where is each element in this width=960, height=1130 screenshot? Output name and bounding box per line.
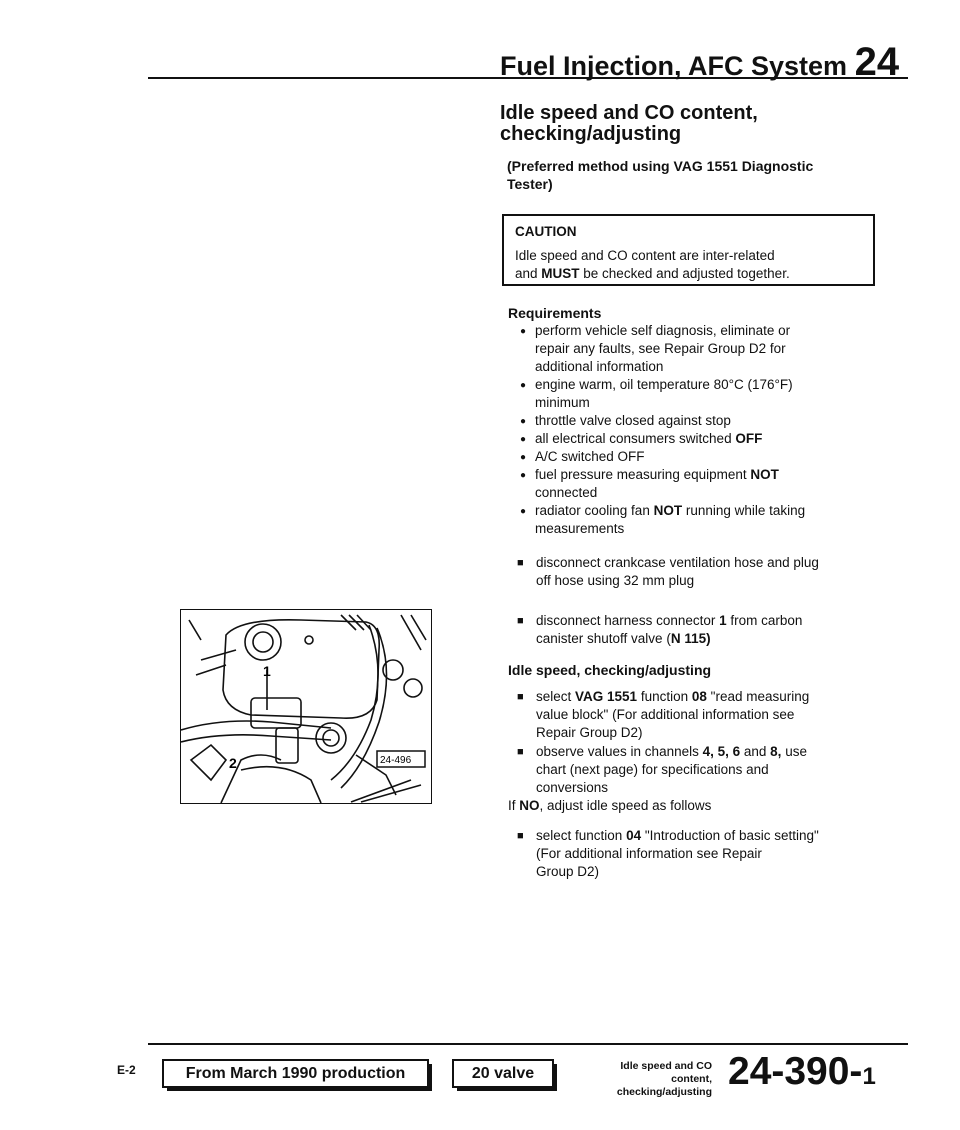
step-harness xyxy=(517,612,916,648)
observe-ch8: 8, xyxy=(770,744,782,759)
header-title-text: Fuel Injection, AFC System xyxy=(500,51,848,81)
page-number-sub: 1 xyxy=(862,1063,876,1090)
req-7-post: running while taking xyxy=(682,503,806,518)
step-crankcase xyxy=(517,554,916,590)
basic-fn: 04 xyxy=(626,828,642,843)
footer-rule xyxy=(148,1043,908,1045)
select-fn: 08 xyxy=(691,689,707,704)
req-7-line2: measurements xyxy=(535,521,625,536)
req-6-text: fuel pressure measuring equipment xyxy=(535,467,751,482)
req-4-bold: OFF xyxy=(735,431,763,446)
req-2-line2: minimum xyxy=(535,395,590,410)
list-item xyxy=(520,412,890,430)
req-6-bold: NOT xyxy=(750,467,779,482)
if-pre: If xyxy=(508,798,520,813)
step-basic-setting xyxy=(517,827,916,881)
req-7-bold: NOT xyxy=(653,503,683,518)
header-group-number: 24 xyxy=(854,40,900,84)
select-post: "read measuring xyxy=(706,689,810,704)
select-bold: VAG 1551 xyxy=(575,689,638,704)
section-title-line2: checking/adjusting xyxy=(500,123,682,145)
footer-production-box xyxy=(162,1059,429,1088)
footer-desc-line1: Idle speed and CO content, xyxy=(620,1060,712,1085)
req-7-text: radiator cooling fan xyxy=(535,503,654,518)
if-post: , adjust idle speed as follows xyxy=(539,798,712,813)
req-5-line1: ● A/C switched OFF xyxy=(535,449,645,464)
list-item xyxy=(520,502,890,538)
select-mid: function xyxy=(637,689,692,704)
observe-pre: observe values in channels xyxy=(536,744,703,759)
step-crankcase-line2: off hose using 32 mm plug xyxy=(536,573,695,588)
section-title xyxy=(500,103,758,145)
select-line1 xyxy=(536,688,916,706)
observe-line2: chart (next page) for specifications and xyxy=(536,762,769,777)
basic-post: "Introduction of basic setting" xyxy=(641,828,819,843)
requirements-list xyxy=(520,322,890,538)
step-observe xyxy=(517,743,916,797)
preferred-line2: Tester) xyxy=(507,176,553,192)
observe-line1 xyxy=(536,743,916,761)
req-4-text: all electrical consumers switched xyxy=(535,431,736,446)
observe-and: and xyxy=(740,744,771,759)
if-no-line xyxy=(508,797,711,815)
step-harness-line2 xyxy=(536,630,916,648)
callout-2: 2 xyxy=(229,755,237,771)
footer-description xyxy=(582,1060,712,1099)
harness-pre: disconnect harness connector xyxy=(536,613,720,628)
harness-post: from carbon xyxy=(726,613,803,628)
caution-line2 xyxy=(515,265,862,283)
engine-drawing xyxy=(181,610,431,803)
req-6-line1 xyxy=(535,466,890,484)
req-1-line1: ● perform vehicle self diagnosis, eliminate or xyxy=(535,323,791,338)
callout-1: 1 xyxy=(263,663,271,679)
observe-channels: 4, 5, 6 xyxy=(702,744,741,759)
req-1-line3: additional information xyxy=(535,359,664,374)
step-select-vag xyxy=(517,688,916,742)
list-item xyxy=(520,448,890,466)
preferred-line1: (Preferred method using VAG 1551 Diagnostic xyxy=(507,158,814,174)
list-item xyxy=(520,322,890,376)
req-7-line1 xyxy=(535,502,890,520)
preferred-method-note xyxy=(507,157,877,193)
idle-speed-heading: Idle speed, checking/adjusting xyxy=(508,662,712,678)
header-rule xyxy=(148,77,908,79)
basic-pre: select function xyxy=(536,828,627,843)
caution-line2-pre: and xyxy=(515,266,542,281)
page-number-main: 24-390- xyxy=(728,1050,863,1093)
caution-line2-post: be checked and adjusted together. xyxy=(579,266,790,281)
footer-edition: E-2 xyxy=(117,1063,136,1077)
req-1-line2: repair any faults, see Repair Group D2 for xyxy=(535,341,786,356)
harness-line2-bold: N 115) xyxy=(670,631,711,646)
list-item xyxy=(520,466,890,502)
footer-valve-text: 20 valve xyxy=(471,1065,535,1082)
req-4-line1 xyxy=(535,430,890,448)
caution-must: MUST xyxy=(541,266,580,281)
step-crankcase-line1: ■ disconnect crankcase ventilation hose and plug xyxy=(536,555,819,570)
harness-num: 1 xyxy=(719,613,727,628)
engine-illustration xyxy=(180,609,432,804)
basic-line3: Group D2) xyxy=(536,864,600,879)
list-item xyxy=(520,430,890,448)
section-title-line1: Idle speed and CO content, xyxy=(500,102,758,124)
requirements-heading: Requirements xyxy=(508,305,602,321)
basic-line2: (For additional information see Repair xyxy=(536,846,762,861)
harness-line2-pre: canister shutoff valve ( xyxy=(536,631,671,646)
select-pre: select xyxy=(536,689,576,704)
step-harness-line1 xyxy=(536,612,916,630)
select-line3: Repair Group D2) xyxy=(536,725,643,740)
observe-line3: conversions xyxy=(536,780,609,795)
select-line2: value block" (For additional information see xyxy=(536,707,795,722)
list-item xyxy=(520,376,890,412)
basic-line1 xyxy=(536,827,916,845)
req-3-line1: ● throttle valve closed against stop xyxy=(535,413,731,428)
observe-post: use xyxy=(781,744,807,759)
req-6-line2: connected xyxy=(535,485,598,500)
if-bold: NO xyxy=(519,798,540,813)
caution-title: CAUTION xyxy=(515,224,577,239)
footer-production-text: From March 1990 production xyxy=(185,1065,406,1082)
req-2-line1: ● engine warm, oil temperature 80°C (176°F) xyxy=(535,377,793,392)
caution-box xyxy=(502,214,875,286)
footer-page-number xyxy=(728,1050,876,1094)
footer-valve-box xyxy=(452,1059,554,1088)
footer-desc-line2: checking/adjusting xyxy=(616,1086,712,1098)
caution-line1: Idle speed and CO content are inter-related xyxy=(515,248,775,263)
figure-ref: 24-496 xyxy=(380,755,412,766)
